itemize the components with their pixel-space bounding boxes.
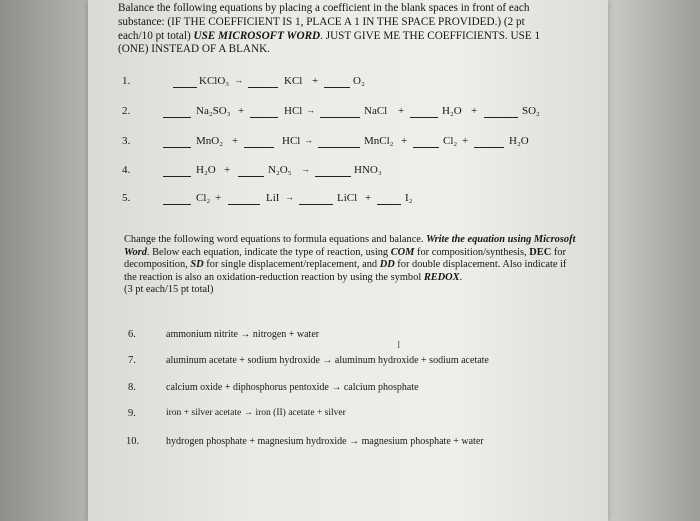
plus-sign: + bbox=[312, 75, 319, 87]
plus-sign: + bbox=[462, 135, 469, 147]
word-equation-text: hydrogen phosphate + magnesium hydroxide → magnesium phosphate + water bbox=[166, 436, 484, 447]
code-redox: REDOX bbox=[423, 271, 460, 283]
code-com: COM bbox=[390, 246, 415, 258]
chem-term: N₂O₅ bbox=[268, 164, 292, 176]
coefficient-blank[interactable] bbox=[228, 204, 260, 205]
coefficient-blank[interactable] bbox=[318, 147, 360, 148]
plus-sign: + bbox=[238, 105, 245, 117]
coefficient-blank[interactable] bbox=[484, 117, 518, 118]
equation-number: 1. bbox=[122, 75, 131, 87]
question-number: 7. bbox=[128, 355, 136, 366]
reaction-arrow: → bbox=[285, 192, 294, 202]
word-equation-text: calcium oxide + diphosphorus pentoxide → calcium phosphate bbox=[166, 382, 419, 393]
reaction-arrow: → bbox=[301, 164, 310, 174]
chem-term: H₂O bbox=[509, 135, 529, 147]
instructions-line-3 bbox=[118, 30, 588, 44]
chem-term: O₂ bbox=[353, 75, 365, 87]
chem-term: NaCl bbox=[364, 105, 388, 117]
question-number: 6. bbox=[128, 329, 136, 340]
reaction-arrow: → bbox=[304, 135, 313, 145]
emphasis-text: Write the equation using Microsoft Word bbox=[124, 234, 576, 258]
part-two-points: (3 pt each/15 pt total) bbox=[124, 284, 214, 296]
coefficient-blank[interactable] bbox=[250, 117, 278, 118]
equation-number: 4. bbox=[122, 164, 131, 176]
equation-number: 5. bbox=[122, 192, 131, 204]
equation-2 bbox=[88, 105, 608, 121]
coefficient-blank[interactable] bbox=[163, 204, 191, 205]
text-span: for single displacement/replacement, and bbox=[203, 259, 380, 271]
question-number: 10. bbox=[126, 436, 140, 447]
plus-sign: + bbox=[398, 105, 405, 117]
chem-term: MnCl₂ bbox=[364, 135, 394, 147]
equation-number: 2. bbox=[122, 105, 131, 117]
chem-term: HCl bbox=[282, 135, 301, 147]
word-equation-text: iron + silver acetate → iron (II) acetate + silver bbox=[166, 408, 346, 418]
coefficient-blank[interactable] bbox=[163, 117, 191, 118]
chem-term: HNO₃ bbox=[354, 164, 382, 176]
text-cursor: I bbox=[397, 340, 401, 351]
text-span: for double displacement. Also indicate if the reaction is also an oxidation-reduction reaction by using the symbol bbox=[124, 259, 567, 283]
coefficient-blank[interactable] bbox=[413, 147, 439, 148]
plus-sign: + bbox=[401, 135, 408, 147]
equation-number: 3. bbox=[122, 135, 131, 147]
coefficient-blank[interactable] bbox=[248, 87, 278, 88]
word-equation-text: ammonium nitrite → nitrogen + water bbox=[166, 329, 320, 340]
equation-1 bbox=[88, 75, 608, 91]
text-span: . Below each equation, indicate the type of reaction, using bbox=[146, 246, 391, 258]
question-number: 8. bbox=[128, 382, 136, 393]
instructions-emphasis: USE MICROSOFT WORD bbox=[193, 29, 321, 42]
worksheet-page bbox=[88, 0, 608, 521]
part-two-text bbox=[124, 234, 579, 284]
coefficient-blank[interactable] bbox=[324, 87, 350, 88]
equation-5 bbox=[88, 192, 608, 208]
chem-term: KCl bbox=[284, 75, 303, 87]
code-dec: DEC bbox=[529, 246, 552, 258]
chem-term: SO₂ bbox=[522, 105, 540, 117]
chem-term: HCl bbox=[284, 105, 303, 117]
text-span: Change the following word equations to formula equations and balance. bbox=[124, 234, 427, 245]
instructions bbox=[118, 2, 588, 57]
instructions-line-1: Balance the following equations by placing a coefficient in the blank spaces in front of each bbox=[118, 2, 530, 14]
equation-4 bbox=[88, 164, 608, 180]
background-left bbox=[0, 0, 88, 521]
coefficient-blank[interactable] bbox=[163, 147, 191, 148]
coefficient-blank[interactable] bbox=[410, 117, 438, 118]
coefficient-blank[interactable] bbox=[299, 204, 333, 205]
chem-term: Cl₂ bbox=[196, 192, 211, 204]
plus-sign: + bbox=[471, 105, 478, 117]
chem-term: I₂ bbox=[405, 192, 413, 204]
chem-term: H₂O bbox=[442, 105, 462, 117]
text-span: for composition/synthesis, bbox=[414, 246, 530, 258]
part-two-instructions bbox=[124, 234, 579, 297]
word-equation-text: aluminum acetate + sodium hydroxide → aluminum hydroxide + sodium acetate bbox=[166, 355, 489, 366]
chem-term: LiCl bbox=[337, 192, 358, 204]
chem-term: KClO₃ bbox=[199, 75, 230, 87]
equation-3 bbox=[88, 135, 608, 151]
coefficient-blank[interactable] bbox=[320, 117, 360, 118]
code-sd: SD bbox=[190, 259, 204, 271]
coefficient-blank[interactable] bbox=[315, 176, 351, 177]
instructions-points: each/10 pt total) bbox=[118, 29, 194, 42]
coefficient-blank[interactable] bbox=[474, 147, 504, 148]
plus-sign: + bbox=[215, 192, 222, 204]
text-span: for decomposition, bbox=[124, 246, 566, 271]
instructions-line-2: substance: (IF THE COEFFICIENT IS 1, PLACE A 1 IN THE SPACE PROVIDED.) (2 pt bbox=[118, 15, 525, 28]
coefficient-blank[interactable] bbox=[163, 176, 191, 177]
instructions-line-4: (ONE) INSTEAD OF A BLANK. bbox=[118, 43, 270, 56]
coefficient-blank[interactable] bbox=[244, 147, 274, 148]
plus-sign: + bbox=[365, 192, 372, 204]
coefficient-blank[interactable] bbox=[238, 176, 264, 177]
chem-term: Cl₂ bbox=[443, 135, 458, 147]
instructions-coefficients-note: . JUST GIVE ME THE COEFFICIENTS. USE 1 bbox=[320, 29, 541, 42]
plus-sign: + bbox=[224, 164, 231, 176]
reaction-arrow: → bbox=[306, 105, 315, 115]
chem-term: LiI bbox=[266, 192, 280, 204]
chem-term: Na₂SO₃ bbox=[196, 105, 231, 117]
question-number: 9. bbox=[128, 408, 136, 419]
coefficient-blank[interactable] bbox=[377, 204, 401, 205]
background-right bbox=[608, 0, 700, 521]
coefficient-blank[interactable] bbox=[173, 87, 197, 88]
chem-term: H₂O bbox=[196, 164, 216, 176]
plus-sign: + bbox=[232, 135, 239, 147]
text-span: . bbox=[459, 271, 463, 283]
code-dd: DD bbox=[379, 259, 395, 271]
chem-term: MnO₂ bbox=[196, 135, 224, 147]
reaction-arrow: → bbox=[234, 75, 243, 85]
